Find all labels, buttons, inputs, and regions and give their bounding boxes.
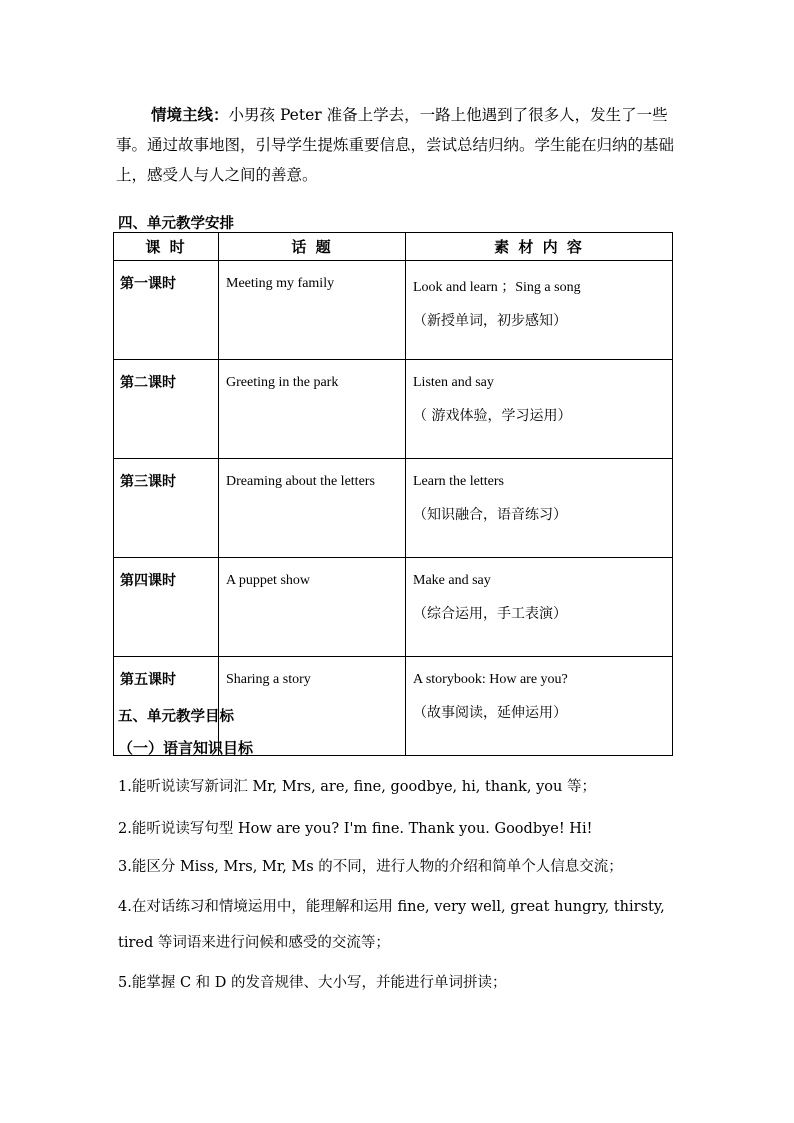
goal-item: 2.能听说读写句型 How are you? I'm fine. Thank you. Goodbye! Hi!: [118, 821, 593, 837]
header-material: 素 材 内 容: [406, 233, 673, 261]
intro-label: 情境主线：: [151, 106, 229, 124]
goal-item: 4.在对话练习和情境运用中，能理解和运用 fine, very well, great hungry, thirsty,: [118, 899, 665, 915]
material-text: Look and learn ；Sing a song: [413, 280, 581, 295]
material-cell: [406, 558, 673, 657]
material-cell: [406, 261, 673, 360]
section5-title: 五、单元教学目标: [118, 709, 234, 725]
material-text: Listen and say: [413, 375, 494, 390]
header-topic: 话 题: [219, 233, 406, 261]
table-header-row: [114, 233, 673, 261]
material-text: A storybook: How are you?: [413, 672, 568, 687]
material-text: Make and say: [413, 573, 491, 588]
section4-title: 四、单元教学安排: [118, 216, 234, 232]
table-row: [114, 360, 673, 459]
material-note: （故事阅读，延伸运用）: [413, 705, 567, 721]
topic-cell: A puppet show: [219, 558, 406, 657]
material-cell: [406, 459, 673, 558]
goal-item: 5.能掌握 C 和 D 的发音规律、大小写，并能进行单词拼读；: [118, 975, 507, 991]
material-note: （知识融合，语音练习）: [413, 507, 567, 523]
section5-subtitle: （一）语言知识目标: [118, 739, 254, 757]
header-lesson: 课 时: [114, 233, 219, 261]
lesson-cell: 第五课时: [114, 657, 219, 756]
material-cell: [406, 657, 673, 756]
lesson-cell: 第三课时: [114, 459, 219, 558]
goal-item: 1.能听说读写新词汇 Mr, Mrs, are, fine, goodbye, hi, thank, you 等；: [118, 779, 596, 795]
table-row: [114, 558, 673, 657]
goal-item: 3.能区分 Miss, Mrs, Mr, Ms 的不同，进行人物的介绍和简单个人信息交流；: [118, 859, 623, 875]
material-text: Learn the letters: [413, 474, 504, 489]
material-note: （综合运用，手工表演）: [413, 606, 567, 622]
material-note: （ 游戏体验，学习运用）: [413, 408, 572, 424]
topic-cell: Dreaming about the letters: [219, 459, 406, 558]
goal-item: tired 等词语来进行问候和感受的交流等；: [118, 935, 390, 951]
intro-text: 小男孩 Peter 准备上学去，一路上他遇到了很多人，发生了一些事。通过故事地图，引导学生提炼重要信息，尝试总结归纳。学生能在归纳的基础上，感受人与人之间的善意。: [116, 106, 675, 184]
topic-cell: Greeting in the park: [219, 360, 406, 459]
lesson-cell: 第一课时: [114, 261, 219, 360]
material-note: （新授单词，初步感知）: [413, 313, 567, 329]
intro-paragraph: [116, 100, 676, 190]
material-cell: [406, 360, 673, 459]
topic-cell: Sharing a story: [219, 657, 406, 756]
table-row: [114, 261, 673, 360]
lesson-cell: 第四课时: [114, 558, 219, 657]
lesson-cell: 第二课时: [114, 360, 219, 459]
topic-cell: Meeting my family: [219, 261, 406, 360]
schedule-table: [113, 232, 673, 756]
table-row: [114, 459, 673, 558]
